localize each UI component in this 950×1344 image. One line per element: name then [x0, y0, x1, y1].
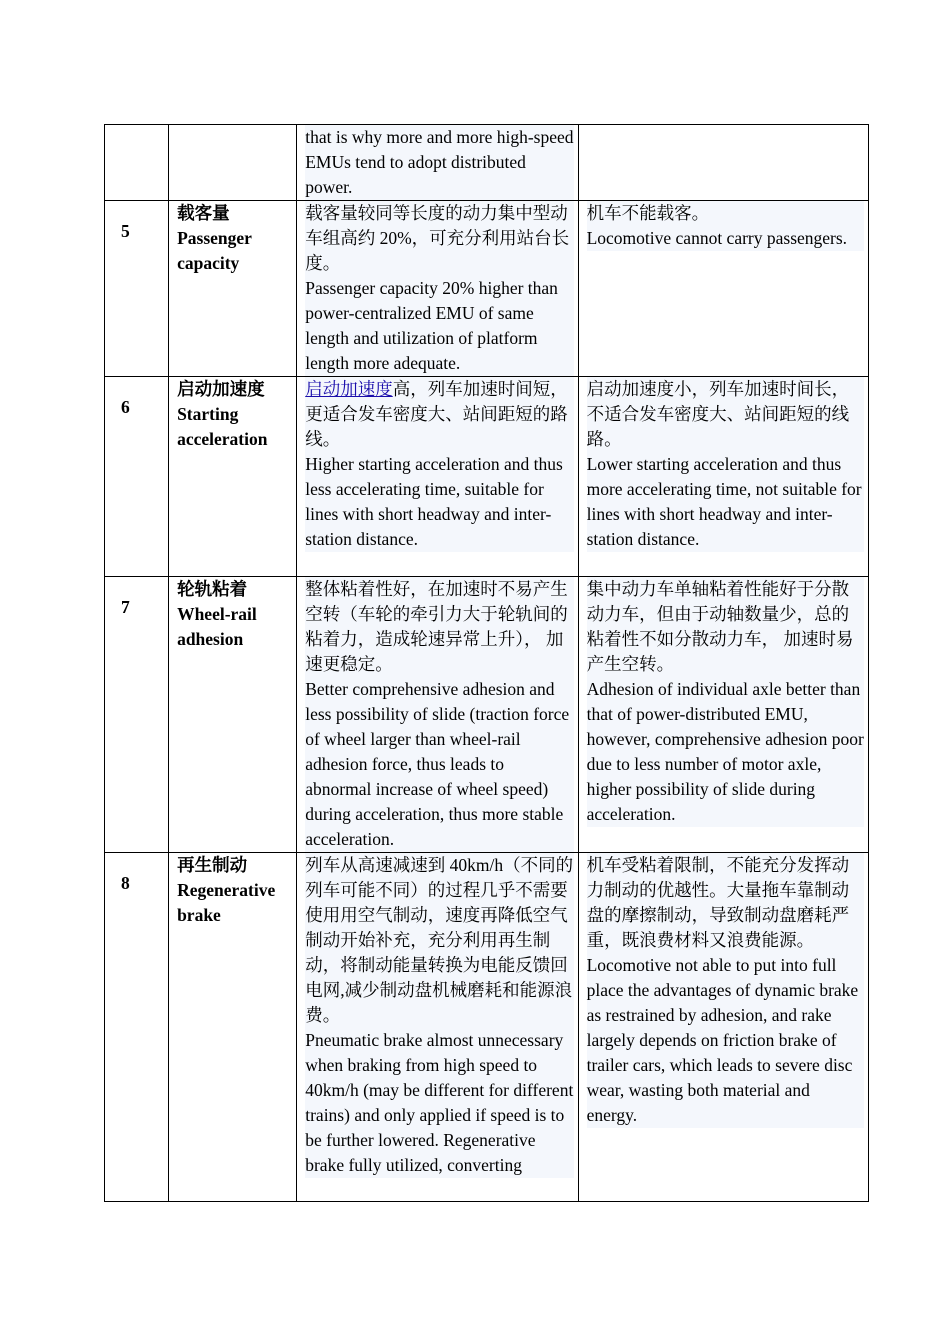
- category-cn: 再生制动: [177, 855, 248, 875]
- comparison-table: [104, 124, 869, 1202]
- centralized-cell: [578, 577, 868, 853]
- distributed-cell: [297, 377, 578, 577]
- distributed-cell: [297, 125, 578, 201]
- centralized-cell: [578, 125, 868, 201]
- distributed-en-text: that is why more and more high-speed EMUs tend to adopt distributed power.: [305, 125, 573, 200]
- distributed-en-text: Higher starting acceleration and thus less accelerating time, suitable for lines with short headway and inter-station distance.: [305, 452, 573, 552]
- category-cn: 启动加速度: [177, 379, 265, 399]
- centralized-cn-text: 机车不能载客。: [587, 201, 864, 226]
- category-cn: 轮轨粘着: [177, 579, 248, 599]
- category-cn: 载客量: [177, 203, 230, 223]
- distributed-cn-text: 整体粘着性好，在加速时不易产生空转（车轮的牵引力大于轮轨间的粘着力，造成轮速异常上升）， 加速更稳定。: [305, 577, 573, 677]
- distributed-cn-text: [305, 377, 573, 452]
- centralized-en-text: Lower starting acceleration and thus more accelerating time, not suitable for lines with short headway and inter-station distance.: [587, 452, 864, 552]
- row-number: 6: [105, 377, 169, 577]
- category-en: Passenger capacity: [177, 228, 252, 273]
- distributed-en-text: Pneumatic brake almost unnecessary when braking from high speed to 40km/h (may be different for different trains) and only applied if speed is to be further lowered. Regenerative brake fully utilized, converting: [305, 1028, 573, 1178]
- centralized-cell: [578, 377, 868, 577]
- centralized-cell: [578, 853, 868, 1202]
- centralized-cn-text: 启动加速度小，列车加速时间长，不适合发车密度大、站间距短的线路。: [587, 377, 864, 452]
- distributed-cell: [297, 201, 578, 377]
- distributed-cn-rest: 高，列车加速时间短，更适合发车密度大、站间距短的路线。: [305, 379, 568, 449]
- row-category: [169, 577, 297, 853]
- category-en: Wheel-rail adhesion: [177, 604, 257, 649]
- centralized-en-text: Locomotive cannot carry passengers.: [587, 226, 864, 251]
- row-number: 8: [105, 853, 169, 1202]
- distributed-en-text: Passenger capacity 20% higher than power-centralized EMU of same length and utilization of platform length more adequate.: [305, 276, 573, 376]
- row-category: [169, 125, 297, 201]
- table-row: [105, 853, 869, 1202]
- table-row: [105, 577, 869, 853]
- distributed-cell: [297, 577, 578, 853]
- table-row: [105, 377, 869, 577]
- category-en: Regenerative brake: [177, 880, 276, 925]
- acceleration-link[interactable]: 启动加速度: [305, 379, 393, 399]
- row-category: [169, 201, 297, 377]
- distributed-cn-text: 载客量较同等长度的动力集中型动车组高约 20%，可充分利用站台长度。: [305, 201, 573, 276]
- centralized-en-text: Locomotive not able to put into full place the advantages of dynamic brake as restrained by adhesion, and rake largely depends on friction brake of trailer cars, which leads to severe disc wear, wasting both material and energy.: [587, 953, 864, 1128]
- distributed-en-text: Better comprehensive adhesion and less possibility of slide (traction force of wheel larger than wheel-rail adhesion force, thus leads to abnormal increase of wheel speed) during acceleration, thus more stable acceleration.: [305, 677, 573, 852]
- centralized-cell: [578, 201, 868, 377]
- row-category: [169, 853, 297, 1202]
- row-category: [169, 377, 297, 577]
- category-en: Starting acceleration: [177, 404, 268, 449]
- row-number: 5: [105, 201, 169, 377]
- row-number: [105, 125, 169, 201]
- table-row: [105, 201, 869, 377]
- row-number: 7: [105, 577, 169, 853]
- centralized-en-text: Adhesion of individual axle better than that of power-distributed EMU, however, comprehensive adhesion poor due to less number of motor axle, higher possibility of slide during acceleration.: [587, 677, 864, 827]
- distributed-cn-text: 列车从高速减速到 40km/h（不同的列车可能不同）的过程几乎不需要使用用空气制动，速度再降低空气制动开始补充，充分利用再生制动，将制动能量转换为电能反馈回电网,减少制动盘机械磨耗和能源浪费。: [305, 853, 573, 1028]
- centralized-cn-text: 机车受粘着限制，不能充分发挥动力制动的优越性。大量拖车靠制动盘的摩擦制动，导致制动盘磨耗严重，既浪费材料又浪费能源。: [587, 853, 864, 953]
- table-row: [105, 125, 869, 201]
- centralized-cn-text: 集中动力车单轴粘着性能好于分散动力车，但由于动轴数量少，总的粘着性不如分散动力车， 加速时易产生空转。: [587, 577, 864, 677]
- distributed-cell: [297, 853, 578, 1202]
